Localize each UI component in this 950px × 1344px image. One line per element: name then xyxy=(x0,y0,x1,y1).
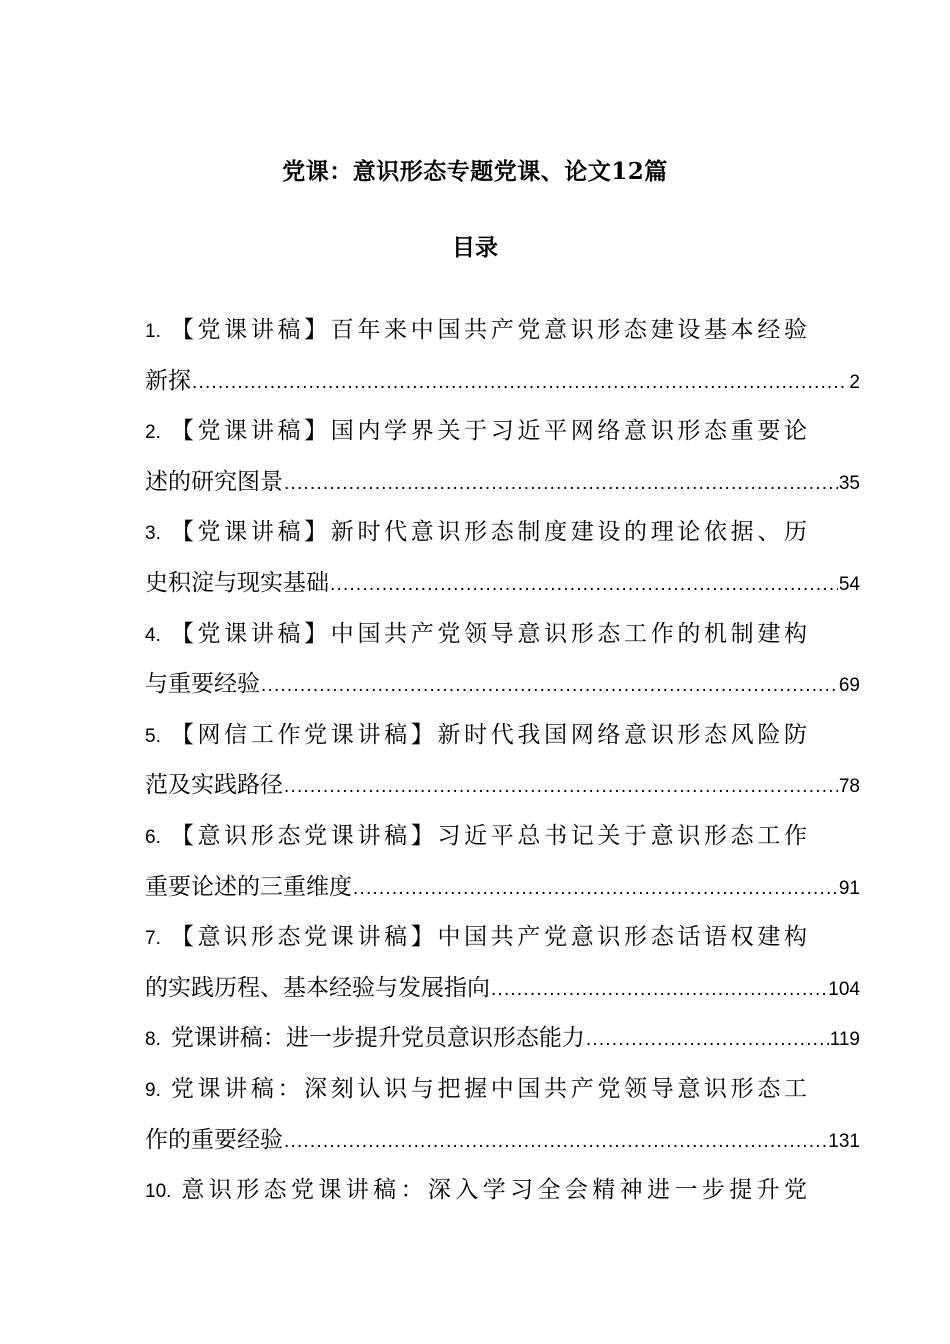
toc-entry-title: 意识形态党课讲稿：深入学习全会精神进一步提升党 xyxy=(181,1177,807,1204)
toc-entry-page: 35 xyxy=(838,472,860,494)
toc-entry-page: 69 xyxy=(838,675,860,697)
toc-entry[interactable] xyxy=(145,711,860,812)
toc-entry-number: 9. xyxy=(145,1079,161,1101)
toc-entry-number: 7. xyxy=(145,928,161,950)
toc-entry-page: 104 xyxy=(828,978,860,1000)
dot-leader xyxy=(284,459,838,509)
toc-entry-page: 78 xyxy=(838,776,860,798)
toc-entry-number: 4. xyxy=(145,624,161,646)
toc-entry-number: 1. xyxy=(145,321,161,342)
toc-entry-page: 54 xyxy=(838,573,860,595)
toc-entry[interactable] xyxy=(145,913,860,1014)
toc-entry[interactable] xyxy=(145,508,860,609)
toc-entry-title-continued: 作的重要经验 xyxy=(145,1126,283,1153)
toc-entry-title: 【党课讲稿】国内学界关于习近平网络意识形态重要论 xyxy=(170,418,807,445)
dot-leader xyxy=(353,864,838,914)
toc-entry-page: 131 xyxy=(828,1130,860,1152)
toc-entry-title-continued: 述的研究图景 xyxy=(145,468,283,495)
toc-entry-number: 6. xyxy=(145,826,161,848)
toc-entry-title: 【党课讲稿】新时代意识形态制度建设的理论依据、历 xyxy=(170,519,807,546)
toc-entry[interactable] xyxy=(145,1014,860,1065)
dot-leader xyxy=(491,965,827,1015)
dot-leader xyxy=(284,762,838,812)
dot-leader xyxy=(192,358,848,408)
dot-leader xyxy=(261,661,838,711)
toc-entry-title: 【网信工作党课讲稿】新时代我国网络意识形态风险防 xyxy=(170,721,807,748)
toc-entry-title: 【意识形态党课讲稿】习近平总书记关于意识形态工作 xyxy=(170,822,807,849)
document-title: 党课：意识形态专题党课、论文12篇 xyxy=(282,158,668,185)
toc-entry-title-continued: 重要论述的三重维度 xyxy=(145,873,352,900)
toc-entry[interactable] xyxy=(145,1166,860,1217)
toc-entry-page: 2 xyxy=(849,371,860,393)
toc-entry-number: 3. xyxy=(145,523,161,545)
toc-entry[interactable] xyxy=(145,306,860,407)
toc-entry-title: 【意识形态党课讲稿】中国共产党意识形态话语权建构 xyxy=(170,924,807,951)
toc-entry-title-continued: 范及实践路径 xyxy=(145,772,283,799)
toc-entry-number: 2. xyxy=(145,422,161,444)
toc-entry[interactable] xyxy=(145,812,860,913)
dot-leader xyxy=(330,560,838,610)
table-of-contents xyxy=(145,306,860,1217)
toc-entry-page: 119 xyxy=(829,1029,860,1051)
toc-entry[interactable] xyxy=(145,610,860,711)
dot-leader xyxy=(586,1015,829,1065)
toc-entry-number: 10. xyxy=(145,1181,172,1203)
toc-entry-number: 8. xyxy=(145,1029,161,1051)
toc-entry-title-continued: 的实践历程、基本经验与发展指向 xyxy=(145,974,490,1001)
toc-entry-title: 党课讲稿：深刻认识与把握中国共产党领导意识形态工 xyxy=(170,1075,807,1102)
toc-entry-number: 5. xyxy=(145,725,161,747)
toc-entry-title: 党课讲稿：进一步提升党员意识形态能力 xyxy=(170,1025,585,1052)
toc-entry-title: 【党课讲稿】中国共产党领导意识形态工作的机制建构 xyxy=(170,620,807,647)
toc-entry-title-continued: 新探 xyxy=(145,367,191,394)
toc-entry-page: 91 xyxy=(838,877,860,899)
toc-heading: 目录 xyxy=(452,234,498,261)
toc-entry[interactable] xyxy=(145,1065,860,1166)
toc-entry-title: 【党课讲稿】百年来中国共产党意识形态建设基本经验 xyxy=(170,317,807,343)
toc-entry-title-continued: 史积淀与现实基础 xyxy=(145,569,329,596)
toc-entry[interactable] xyxy=(145,407,860,508)
toc-entry-title-continued: 与重要经验 xyxy=(145,671,260,698)
dot-leader xyxy=(284,1117,827,1167)
